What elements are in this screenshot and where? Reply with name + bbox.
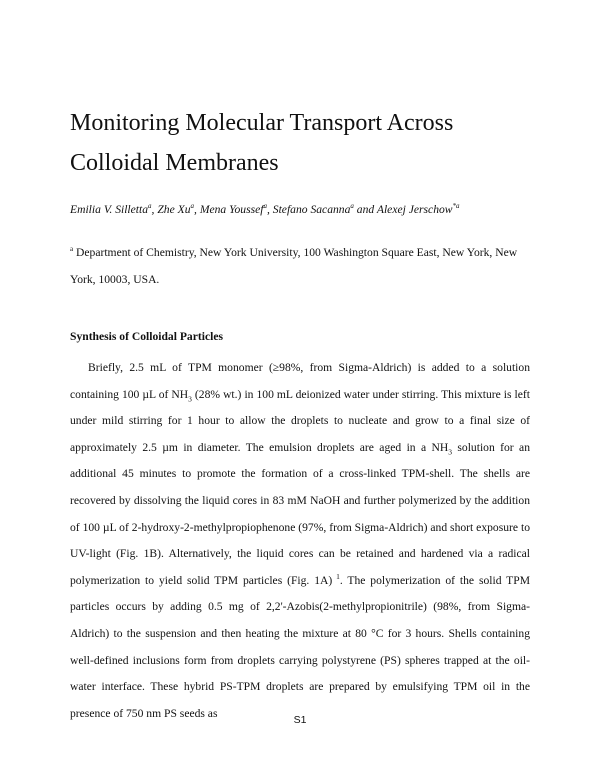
section-heading: Synthesis of Colloidal Particles [70, 330, 223, 343]
author-affiliation-mark: a [190, 202, 195, 210]
author-name: Alexej Jerschow [376, 202, 453, 216]
author-list: Emilia V. Silletta$^a$, Zhe Xu$^a$, Mena Youssef$^a$, Stefano Sacanna$^a$ and Alexej Jerschow$^{*a}$ [70, 202, 460, 216]
affiliation-mark: a [70, 245, 74, 253]
citation-mark: 1 [332, 571, 340, 581]
body-paragraph: Briefly, 2.5 mL of TPM monomer (≥98%, from Sigma-Aldrich) is added to a solution containing 100 µL of $NH_3$ (28% wt.) in 100 mL deionized water under stirring. This mixture is left under mild stirring for 1 hour to allow the droplets to nucleate and grow to a final size of approximately 2.5 µm in diameter. The emulsion droplets are aged in a $NH_3$ solution for an additional 45 minutes to promote the formation of a cross-linked TPM-shell. The shells are recovered by dissolving the liquid cores in 83 mM NaOH and further polymerized by the addition of 100 µL of 2-hydroxy-2-methylpropiophenone (97%, from Sigma-Aldrich) and short exposure to UV-light (Fig. 1B). Alternatively, the liquid cores can be retained and hardened via a radical polymerization to yield solid TPM particles (Fig. 1A) $^1$. The polymerization of the solid TPM particles occurs by adding 0.5 mg of 2,2'-Azobis(2-methylpropionitrile) (98%, from Sigma-Aldrich) to the suspension and then heating the mixture at 80 °C for 3 hours. Shells containing well-defined inclusions form from droplets carrying polystyrene (PS) spheres trapped at the oil-water interface. These hybrid PS-TPM droplets are prepared by emulsifying TPM oil in the presence of 750 nm PS seeds as [70, 361, 531, 720]
paper-title: Monitoring Molecular Transport Across Colloidal Membranes [70, 110, 454, 176]
author-name: Mena Youssef [199, 202, 264, 216]
author-name: Stefano Sacanna [272, 202, 351, 216]
author-name: Zhe Xu [157, 202, 191, 216]
page-number: S1 [293, 714, 307, 726]
author-affiliation-mark: *a [452, 202, 460, 210]
affiliation-text: Department of Chemistry, New York University, 100 Washington Square East, New York, New York, 10003, USA. [70, 245, 518, 286]
author-affiliation-mark: a [263, 202, 267, 210]
affiliation [70, 236, 540, 293]
author-affiliation-mark: a [148, 202, 152, 210]
author-affiliation-mark: a [350, 202, 354, 210]
author-name: Emilia V. Silletta [70, 202, 149, 216]
